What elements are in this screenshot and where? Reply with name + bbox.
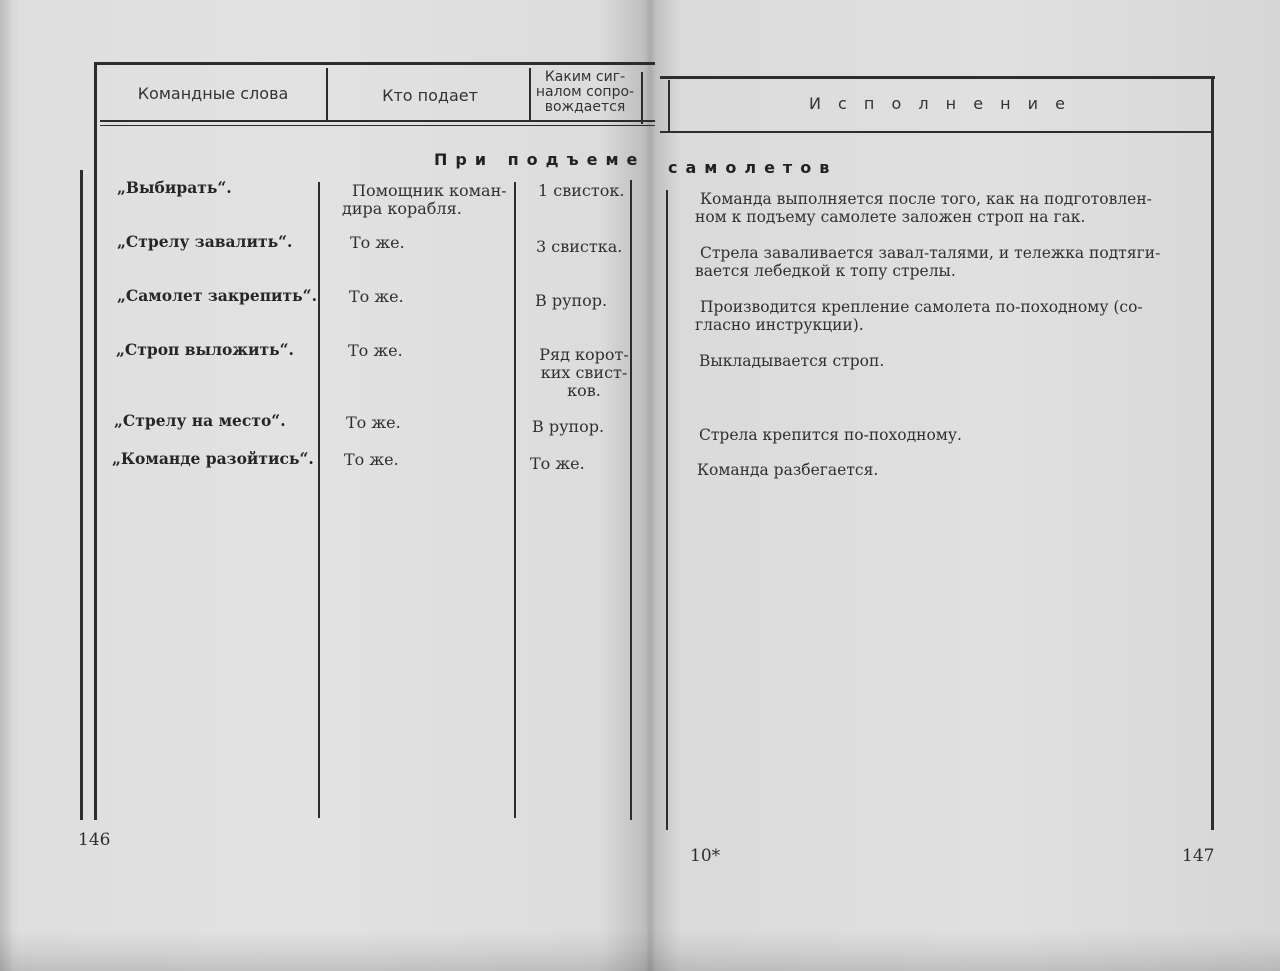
- signal: [538, 182, 624, 200]
- who-gives: [344, 451, 399, 469]
- signal-line: В рупор.: [532, 417, 605, 436]
- signal: [534, 346, 634, 400]
- execution-line: Стрела заваливается завал-талями, и тележка подтяги-: [700, 244, 1161, 262]
- who-gives: [350, 234, 405, 252]
- execution: [699, 352, 1204, 370]
- who-line: То же.: [346, 413, 401, 432]
- execution-line: Команда разбегается.: [697, 461, 879, 479]
- header-execution: И с п о л н е н и е: [808, 94, 1072, 113]
- header-commands: Командные слова: [137, 84, 289, 103]
- command-word: „Строп выложить“.: [116, 340, 294, 359]
- header-who: Кто подает: [382, 86, 478, 105]
- who-line: То же.: [344, 450, 399, 469]
- page-shadow: [0, 930, 1280, 971]
- table-left-border: [94, 62, 97, 820]
- header-top-rule-left: [95, 62, 655, 65]
- execution-line: гласно инструкции).: [695, 316, 864, 334]
- section-title-right: самолетов: [668, 158, 838, 177]
- execution: [697, 461, 1202, 479]
- who-gives: [342, 181, 517, 218]
- signal-line: То же.: [530, 454, 585, 473]
- execution: [699, 426, 1204, 444]
- execution-line: вается лебедкой к топу стрелы.: [695, 262, 956, 280]
- column-divider-1: [326, 68, 328, 120]
- execution-line: Выкладывается строп.: [699, 352, 885, 370]
- execution: [695, 298, 1205, 334]
- signature-mark: 10*: [690, 846, 721, 866]
- page-edge: [0, 0, 12, 971]
- signal-line: ких свист-: [540, 363, 628, 382]
- who-line: То же.: [350, 233, 405, 252]
- command-word: „Команде разойтись“.: [112, 449, 314, 468]
- who-line: То же.: [349, 287, 404, 306]
- signal: [535, 292, 607, 310]
- signal-line: В рупор.: [535, 291, 608, 310]
- header-bottom-rule-right: [660, 131, 1212, 133]
- who-line: Помощник коман-: [352, 181, 507, 200]
- header-signal-line: налом сопро-: [535, 84, 635, 100]
- section-title-left: При подъеме: [434, 150, 646, 169]
- header-bottom-rule-left: [100, 120, 655, 122]
- command-word: „Стрелу завалить“.: [117, 232, 293, 251]
- header-bottom-rule-left-2: [100, 125, 655, 126]
- signal: [530, 455, 585, 473]
- who-gives: [348, 342, 403, 360]
- who-line: дира корабля.: [342, 199, 462, 218]
- execution-line: Стрела крепится по-походному.: [699, 426, 962, 444]
- signal-line: ков.: [567, 381, 601, 400]
- header-top-rule-right: [660, 76, 1215, 79]
- page-number-right: 147: [1182, 846, 1215, 866]
- signal: [532, 418, 604, 436]
- who-gives: [346, 414, 401, 432]
- column-divider-3-body: [630, 180, 632, 820]
- table-left-border-lower: [80, 170, 83, 820]
- header-signal-line: Каким сиг-: [544, 69, 626, 85]
- execution-line: Производится крепление самолета по-походному (со-: [700, 298, 1143, 316]
- execution: [695, 190, 1205, 226]
- signal-line: 1 свисток.: [538, 181, 625, 200]
- execution-line: Команда выполняется после того, как на подготовлен-: [700, 190, 1152, 208]
- who-line: То же.: [348, 341, 403, 360]
- command-word: „Самолет закрепить“.: [117, 286, 317, 305]
- column-divider-2-body: [514, 182, 516, 818]
- signal-line: 3 свистка.: [536, 237, 623, 256]
- execution-line: ном к подъему самолете заложен строп на гак.: [695, 208, 1086, 226]
- signal: [536, 238, 622, 256]
- table-right-border: [1211, 78, 1214, 830]
- header-signal: [530, 70, 640, 115]
- who-gives: [349, 288, 404, 306]
- column-divider-3: [641, 72, 643, 124]
- execution: [695, 244, 1205, 280]
- signal-line: Ряд корот-: [539, 345, 629, 364]
- header-signal-line: вождается: [544, 99, 626, 115]
- command-word: „Стрелу на место“.: [114, 411, 286, 430]
- right-column-divider-body: [666, 190, 668, 830]
- column-divider-1-body: [318, 182, 320, 818]
- page-number-left: 146: [78, 830, 111, 850]
- command-word: „Выбирать“.: [117, 178, 232, 197]
